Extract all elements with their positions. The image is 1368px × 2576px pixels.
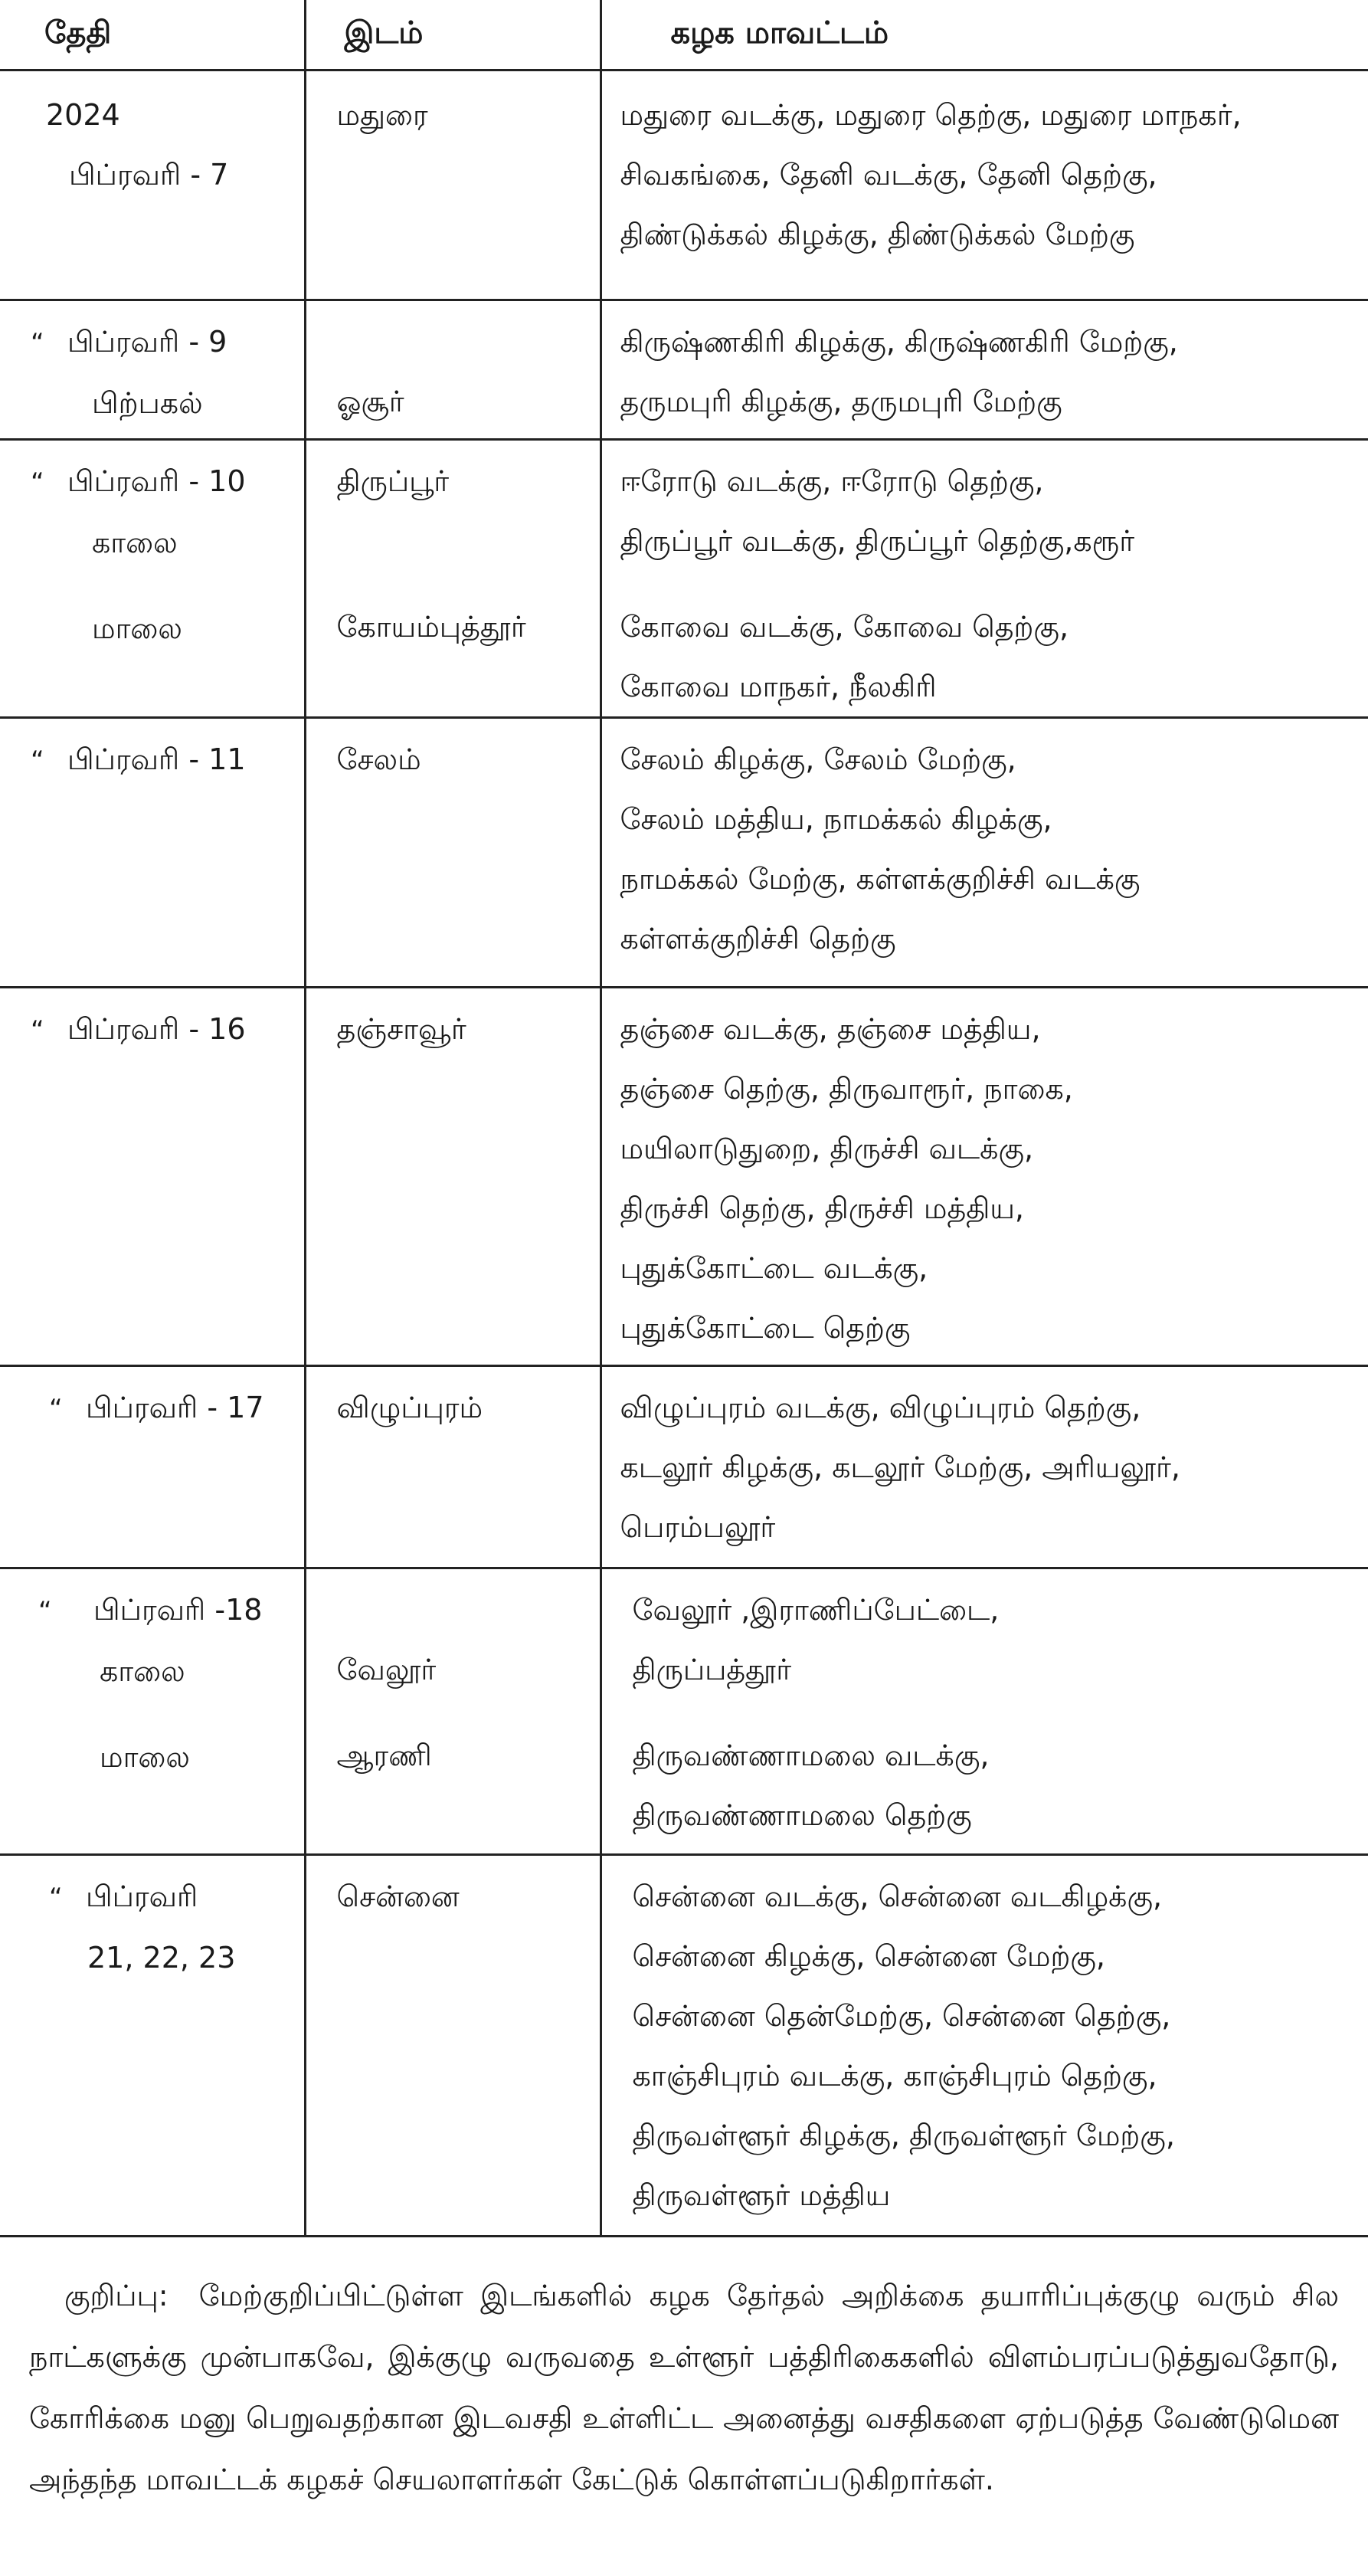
district-line: காஞ்சிபுரம் வடக்கு, காஞ்சிபுரம் தெற்கு, [632,2059,1157,2093]
place-text: திருப்பூர் [336,464,450,498]
place-cell [305,300,601,440]
district-line: சேலம் கிழக்கு, சேலம் மேற்கு, [620,742,1016,776]
table-row [0,1855,1368,2237]
date-cell [0,300,305,440]
note-label: குறிப்பு: [64,2279,169,2312]
place-text: விழுப்புரம் [336,1391,483,1424]
district-line: திண்டுக்கல் கிழக்கு, திண்டுக்கல் மேற்கு [620,218,1135,251]
place-cell [305,1855,601,2237]
header-place: இடம் [305,0,601,70]
place-text: கோயம்புத்தூர் [336,610,526,644]
district-line: ஈரோடு வடக்கு, ஈரோடு தெற்கு, [620,464,1044,498]
district-line: மதுரை வடக்கு, மதுரை தெற்கு, மதுரை மாநகர், [620,98,1242,132]
district-line: திருச்சி தெற்கு, திருச்சி மத்திய, [620,1191,1024,1225]
district-line: கோவை வடக்கு, கோவை தெற்கு, [620,610,1069,644]
date-text: பிப்ரவரி - 9 [67,325,227,359]
district-line: விழுப்புரம் வடக்கு, விழுப்புரம் தெற்கு, [620,1391,1141,1424]
place-text: மதுரை [336,98,428,132]
place-text: வேலூர் [336,1653,437,1686]
ditto-mark: “ [31,1015,44,1046]
date-text: பிப்ரவரி - 11 [67,742,246,776]
district-line: திருவள்ளூர் மத்திய [632,2178,891,2212]
time-text: மாலை [100,1740,190,1774]
district-line: சிவகங்கை, தேனி வடக்கு, தேனி தெற்கு, [620,158,1157,192]
note-paragraph [29,2265,1339,2510]
ditto-mark: “ [38,1596,52,1627]
place-text [337,312,600,372]
district-line: கள்ளக்குறிச்சி தெற்கு [620,922,896,955]
table-row [0,988,1368,1366]
district-line: திருப்பூர் வடக்கு, திருப்பூர் தெற்கு,கரூர் [620,524,1135,558]
date-text: பிப்ரவரி - 10 [67,464,246,498]
time-text: மாலை [92,611,182,645]
district-line: தருமபுரி கிழக்கு, தருமபுரி மேற்கு [620,385,1062,418]
district-line: புதுக்கோட்டை தெற்கு [620,1311,911,1345]
district-line: கோவை மாநகர், நீலகிரி [620,670,937,703]
table-row [0,1568,1368,1855]
district-line: கடலூர் கிழக்கு, கடலூர் மேற்கு, அரியலூர், [620,1450,1180,1484]
district-line: திருவண்ணாமலை வடக்கு, [632,1739,990,1772]
place-cell [305,70,601,300]
date-text: பிப்ரவரி - 16 [67,1012,246,1046]
districts-cell [601,300,1368,440]
table-row [0,70,1368,300]
date-cell [0,70,305,300]
date-text: பிப்ரவரி [86,1880,198,1913]
place-text: ஆரணி [336,1739,432,1772]
header-districts: கழக மாவட்டம் [601,0,1368,70]
districts-cell [601,1366,1368,1568]
district-line: சென்னை கிழக்கு, சென்னை மேற்கு, [632,1939,1105,1973]
place-cell [305,718,601,988]
year-text: 2024 [46,98,120,132]
date-text: பிப்ரவரி -18 [93,1593,263,1627]
districts-cell [601,70,1368,300]
place-text: சேலம் [336,742,421,776]
ditto-mark: “ [49,1883,63,1913]
header-date: தேதி [0,0,305,70]
districts-cell [601,1855,1368,2237]
districts-cell [601,440,1368,718]
time-text: பிற்பகல் [92,386,203,420]
district-line: சேலம் மத்திய, நாமக்கல் கிழக்கு, [620,802,1052,836]
district-line: தஞ்சை வடக்கு, தஞ்சை மத்திய, [620,1012,1041,1046]
table-row [0,1366,1368,1568]
date-cell [0,1366,305,1568]
ditto-mark: “ [31,328,44,359]
table-row [0,718,1368,988]
place-cell [305,1366,601,1568]
district-line: திருவண்ணாமலை தெற்கு [632,1798,972,1832]
table-row [0,300,1368,440]
district-line: மயிலாடுதுறை, திருச்சி வடக்கு, [620,1132,1034,1165]
district-line: சென்னை தென்மேற்கு, சென்னை தெற்கு, [632,1999,1171,2033]
table-header-row [0,0,1368,70]
ditto-mark: “ [49,1394,63,1424]
districts-cell [601,988,1368,1366]
date-cell [0,718,305,988]
date-cell [0,440,305,718]
place-text: சென்னை [336,1880,460,1913]
date-text: பிப்ரவரி - 7 [69,158,229,192]
districts-cell [601,718,1368,988]
district-line: நாமக்கல் மேற்கு, கள்ளக்குறிச்சி வடக்கு [620,862,1141,896]
district-line: தஞ்சை தெற்கு, திருவாரூர், நாகை, [620,1072,1073,1106]
place-text: ஓசூர் [336,385,404,418]
place-text: தஞ்சாவூர் [336,1012,466,1046]
ditto-mark: “ [31,746,44,776]
district-line: கிருஷ்ணகிரி கிழக்கு, கிருஷ்ணகிரி மேற்கு, [620,325,1178,359]
district-line: திருப்பத்தூர் [632,1653,792,1686]
districts-cell [601,1568,1368,1855]
place-cell [305,1568,601,1855]
date-text: 21, 22, 23 [87,1941,236,1975]
date-cell [0,1568,305,1855]
time-text: காலை [100,1654,185,1688]
date-text: பிப்ரவரி - 17 [86,1391,264,1424]
ditto-mark: “ [31,467,44,498]
note-text: மேற்குறிப்பிட்டுள்ள இடங்களில் கழக தேர்தல் அறிக்கை தயாரிப்புக்குழு வரும் சில நாட்களுக்கு முன்பாகவே, இக்குழு வருவதை உள்ளூர் பத்திரிகைகளில் விளம்பரப்படுத்துவதோடு, கோரிக்கை மனு பெறுவதற்கான இடவசதி உள்ளிட்ட அனைத்து வசதிகளை ஏற்படுத்த வேண்டுமென அந்தந்த மாவட்டக் கழகச் செயலாளர்கள் கேட்டுக் கொள்ளப்படுகிறார்கள். [29,2279,1339,2496]
date-cell [0,988,305,1366]
district-line: பெரம்பலூர் [620,1510,776,1544]
place-cell [305,988,601,1366]
time-text: காலை [92,526,178,559]
district-line: திருவள்ளூர் கிழக்கு, திருவள்ளூர் மேற்கு, [632,2119,1175,2152]
district-line: வேலூர் ,இராணிப்பேட்டை, [632,1593,1000,1627]
district-line: புதுக்கோட்டை வடக்கு, [620,1251,928,1285]
district-line: சென்னை வடக்கு, சென்னை வடகிழக்கு, [632,1880,1163,1913]
place-cell [305,440,601,718]
date-cell [0,1855,305,2237]
table-row [0,440,1368,718]
